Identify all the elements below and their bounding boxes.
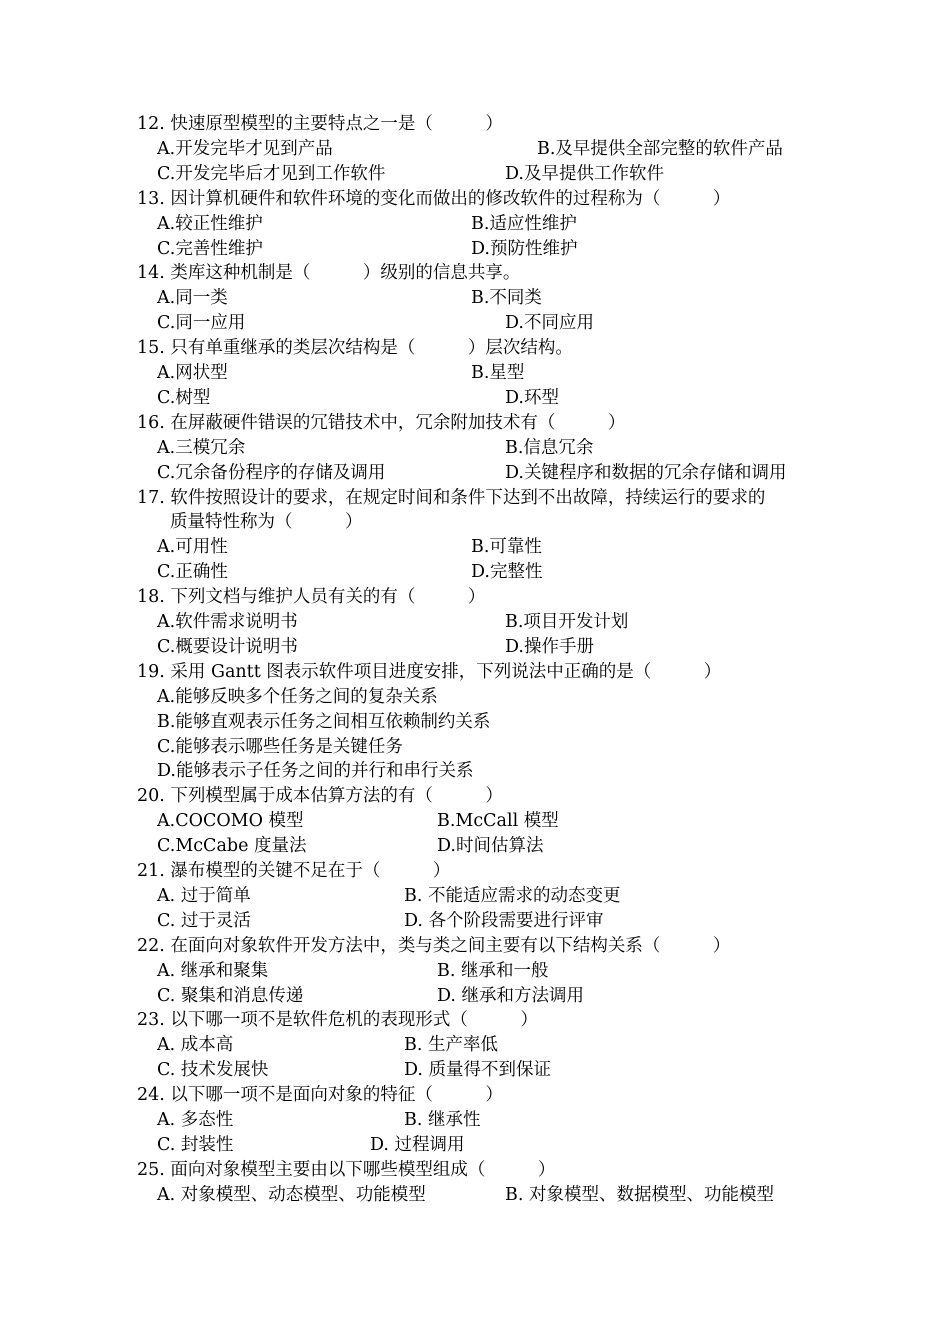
option-row <box>0 286 950 311</box>
option-row <box>0 959 950 984</box>
answer-option: A.开发完毕才见到产品 <box>157 138 333 159</box>
question-line <box>0 859 950 884</box>
question-line <box>0 411 950 436</box>
answer-option: B.不同类 <box>471 288 542 309</box>
option-row <box>0 610 950 635</box>
option-row <box>0 1058 950 1083</box>
question-number: 14. <box>137 263 165 284</box>
question-line <box>0 336 950 361</box>
answer-option: A. 多态性 <box>157 1110 234 1130</box>
answer-option: B.项目开发计划 <box>505 612 629 632</box>
option-row <box>0 635 950 660</box>
answer-option: D. 各个阶段需要进行评审 <box>404 910 604 931</box>
option-row <box>0 137 950 162</box>
answer-option: D.操作手册 <box>505 636 594 657</box>
question-line <box>0 1083 950 1108</box>
answer-option: C.能够表示哪些任务是关键任务 <box>157 736 403 757</box>
option-row <box>0 1033 950 1058</box>
answer-option: D.环型 <box>505 387 559 408</box>
answer-option: B.适应性维护 <box>471 213 577 234</box>
answer-option: A.能够反映多个任务之间的复杂关系 <box>157 686 438 707</box>
option-row <box>0 884 950 909</box>
answer-option: A.三模冗余 <box>157 437 246 458</box>
answer-option: C.冗余备份程序的存储及调用 <box>157 462 386 483</box>
answer-option: C.概要设计说明书 <box>157 636 298 657</box>
question-line <box>0 1158 950 1183</box>
question-text: 在屏蔽硬件错误的冗错技术中，冗余附加技术有（ ） <box>170 412 626 433</box>
question-continuation-line <box>0 510 950 535</box>
question-line <box>0 187 950 212</box>
question-text: 在面向对象软件开发方法中，类与类之间主要有以下结构关系（ ） <box>170 935 731 956</box>
option-row <box>0 1108 950 1133</box>
question-text: 只有单重继承的类层次结构是（ ）层次结构。 <box>170 338 573 359</box>
option-row <box>0 1133 950 1158</box>
question-number: 20. <box>137 786 165 807</box>
option-row <box>0 1183 950 1208</box>
question-number: 18. <box>137 587 165 608</box>
question-number: 17. <box>137 487 165 508</box>
question-number: 13. <box>137 188 165 209</box>
answer-option: A.可用性 <box>157 537 228 558</box>
question-number: 12. <box>137 114 165 134</box>
question-text: 类库这种机制是（ ）级别的信息共享。 <box>170 263 521 284</box>
answer-option: C.同一应用 <box>157 313 246 334</box>
answer-option: C.正确性 <box>157 562 228 583</box>
answer-option: D.预防性维护 <box>471 238 578 259</box>
question-stem <box>137 187 730 212</box>
answer-option: A. 成本高 <box>157 1035 234 1056</box>
answer-option: D.完整性 <box>471 562 543 583</box>
answer-option: D.不同应用 <box>505 313 594 334</box>
answer-option: B. 对象模型、数据模型、功能模型 <box>505 1184 774 1205</box>
option-row <box>0 759 950 784</box>
option-row <box>0 212 950 237</box>
answer-option: D.能够表示子任务之间的并行和串行关系 <box>157 761 474 782</box>
question-text: 以下哪一项不是软件危机的表现形式（ ） <box>170 1010 538 1031</box>
question-text-continued: 质量特性称为（ ） <box>170 512 363 533</box>
question-stem <box>137 411 625 436</box>
question-stem <box>137 1008 538 1033</box>
question-stem <box>137 784 503 809</box>
option-row <box>0 560 950 585</box>
option-row <box>0 461 950 486</box>
question-stem <box>137 934 730 959</box>
question-text: 面向对象模型主要由以下哪些模型组成（ ） <box>170 1159 556 1180</box>
answer-option: A.较正性维护 <box>157 213 263 234</box>
answer-option: D.时间估算法 <box>437 836 544 857</box>
question-number: 21. <box>137 861 165 881</box>
question-text: 以下哪一项不是面向对象的特征（ ） <box>170 1085 503 1106</box>
answer-option: C. 过于灵活 <box>157 910 251 931</box>
answer-option: B.信息冗余 <box>505 437 594 458</box>
answer-option: B. 不能适应需求的动态变更 <box>404 885 621 906</box>
option-row <box>0 984 950 1009</box>
answer-option: B.能够直观表示任务之间相互依赖制约关系 <box>157 711 491 732</box>
answer-option: C. 技术发展快 <box>157 1060 269 1081</box>
answer-option: C.完善性维护 <box>157 238 263 259</box>
option-row <box>0 237 950 262</box>
question-text: 瀑布模型的关键不足在于（ ） <box>170 861 451 881</box>
option-row <box>0 535 950 560</box>
question-number: 23. <box>137 1010 165 1031</box>
answer-option: D. 过程调用 <box>370 1134 465 1155</box>
question-line <box>0 585 950 610</box>
answer-option: B. 继承和一般 <box>437 960 549 981</box>
answer-option: A.同一类 <box>157 288 228 309</box>
option-row <box>0 834 950 859</box>
question-stem <box>137 112 503 137</box>
answer-option: B. 生产率低 <box>404 1035 498 1056</box>
answer-option: A. 过于简单 <box>157 885 251 906</box>
question-number: 25. <box>137 1159 165 1180</box>
answer-option: A. 继承和聚集 <box>157 960 269 981</box>
question-line <box>0 486 950 511</box>
question-stem <box>137 336 573 361</box>
question-line <box>0 261 950 286</box>
question-stem <box>137 261 520 286</box>
question-line <box>0 112 950 137</box>
question-stem <box>137 660 721 685</box>
question-line <box>0 784 950 809</box>
question-stem <box>137 1158 555 1183</box>
option-row <box>0 436 950 461</box>
question-text: 下列模型属于成本估算方法的有（ ） <box>170 786 503 807</box>
question-line <box>0 660 950 685</box>
answer-option: A.网状型 <box>157 363 228 383</box>
question-stem <box>137 859 450 884</box>
option-row <box>0 361 950 386</box>
answer-option: D. 质量得不到保证 <box>404 1060 552 1081</box>
answer-option: C. 聚集和消息传递 <box>157 985 304 1006</box>
answer-option: B.及早提供全部完整的软件产品 <box>537 138 783 159</box>
option-row <box>0 809 950 834</box>
question-text: 因计算机硬件和软件环境的变化而做出的修改软件的过程称为（ ） <box>170 188 731 209</box>
answer-option: C.McCabe 度量法 <box>157 836 307 857</box>
question-line <box>0 1008 950 1033</box>
option-row <box>0 162 950 187</box>
answer-option: B. 继承性 <box>404 1110 481 1130</box>
option-row <box>0 909 950 934</box>
answer-option: A.软件需求说明书 <box>157 612 298 632</box>
question-number: 16. <box>137 412 165 433</box>
question-text: 下列文档与维护人员有关的有（ ） <box>170 587 486 608</box>
option-row <box>0 710 950 735</box>
answer-option: C.树型 <box>157 387 211 408</box>
question-stem <box>137 585 485 610</box>
answer-option: B.星型 <box>471 363 525 383</box>
question-number: 15. <box>137 338 165 359</box>
answer-option: D. 继承和方法调用 <box>437 985 585 1006</box>
question-line <box>0 934 950 959</box>
option-row <box>0 311 950 336</box>
question-number: 22. <box>137 935 165 956</box>
answer-option: A. 对象模型、动态模型、功能模型 <box>157 1184 426 1205</box>
option-row <box>0 685 950 710</box>
option-row <box>0 386 950 411</box>
answer-option: B.McCall 模型 <box>437 811 559 832</box>
answer-option: D.及早提供工作软件 <box>505 163 664 184</box>
option-row <box>0 735 950 760</box>
question-stem <box>137 1083 503 1108</box>
answer-option: C. 封装性 <box>157 1134 234 1155</box>
question-number: 19. <box>137 661 165 682</box>
question-stem <box>137 486 765 511</box>
answer-option: A.COCOMO 模型 <box>157 811 304 832</box>
question-text: 采用 Gantt 图表示软件项目进度安排，下列说法中正确的是（ ） <box>170 661 722 682</box>
question-text: 快速原型模型的主要特点之一是（ ） <box>170 114 503 134</box>
answer-option: B.可靠性 <box>471 537 542 558</box>
question-text: 软件按照设计的要求，在规定时间和条件下达到不出故障，持续运行的要求的 <box>170 487 766 508</box>
answer-option: D.关键程序和数据的冗余存储和调用 <box>505 462 787 483</box>
question-number: 24. <box>137 1085 165 1106</box>
answer-option: C.开发完毕后才见到工作软件 <box>157 163 386 184</box>
